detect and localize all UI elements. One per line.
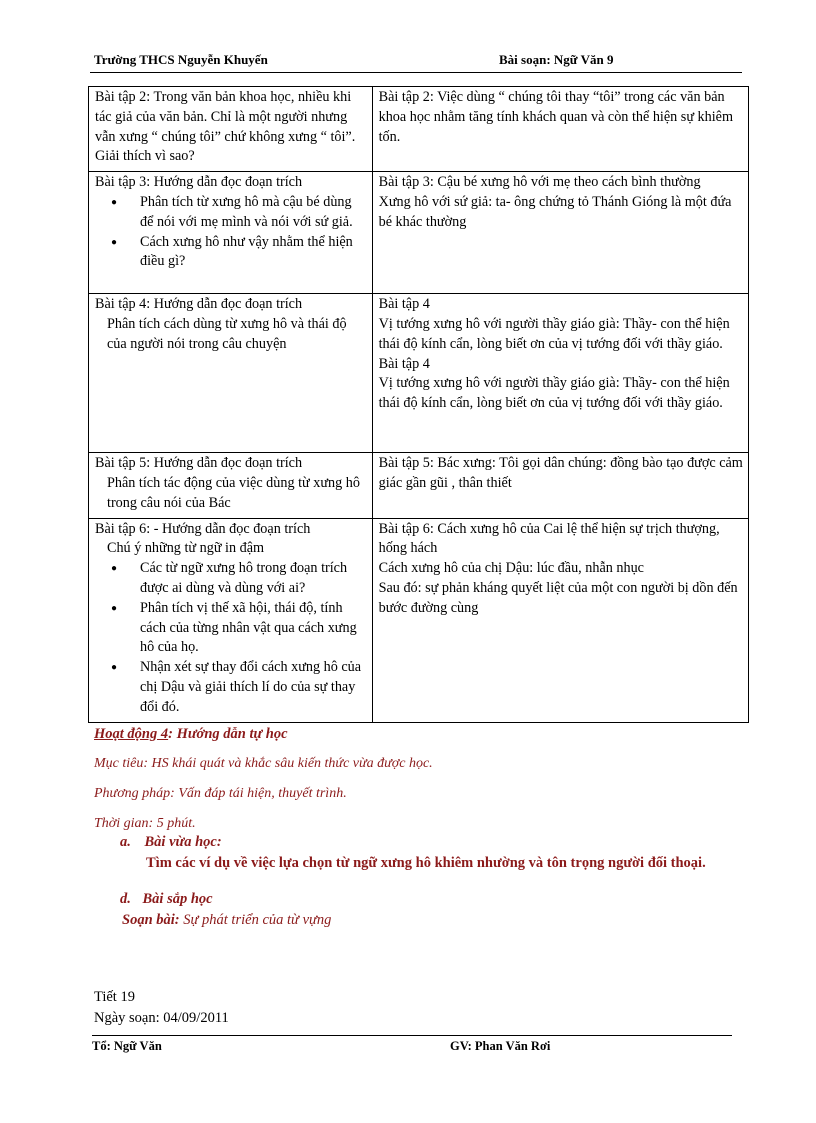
list-item: ● Phân tích vị thế xã hội, thái độ, tính cách của từng nhân vật qua cách xưng hô của họ. — [140, 599, 367, 658]
answer-text: Bài tập 4 — [378, 355, 430, 372]
answer-cell — [372, 518, 748, 722]
prep-text: Sự phát triển của từ vựng — [179, 912, 332, 928]
answer-text: Bài tập 4 — [378, 296, 430, 313]
previous-lesson-task: Tìm các ví dụ về việc lựa chọn từ ngữ xưng hô khiêm nhường và tôn trọng người đối thoại. — [146, 855, 706, 871]
question-cell — [89, 518, 373, 722]
question-text: Bài tập 2: Trong văn bản khoa học, nhiều khi tác giả của văn bản. Chỉ là một người nhưng vẫn xưng “ chúng tôi” chứ không xưng “ tôi”. Giải thích vì sao? — [95, 89, 356, 165]
answer-cell — [372, 453, 748, 518]
answer-text: Vị tướng xưng hô với người thầy giáo già: Thầy- con thể hiện thái độ kính cẩn, lòng biết ơn của vị tướng đối với thầy giáo. — [378, 375, 730, 412]
lesson-period: Tiết 19 — [94, 989, 135, 1005]
answer-text: Bài tập 6: Cách xưng hô của Cai lệ thể hiện sự trịch thượng, hống hách — [378, 520, 720, 557]
prep-label: Soạn bài: — [122, 912, 180, 928]
bullet-list — [95, 559, 367, 717]
answer-text: Xưng hô với sứ giả: ta- ông chứng tỏ Thánh Gióng là một đứa bé khác thường — [378, 193, 732, 230]
previous-lesson-title: Bài vừa học: — [144, 834, 222, 850]
question-title: Bài tập 4: Hướng dẫn đọc đoạn trích — [95, 296, 303, 313]
exercise-table — [88, 86, 749, 723]
table-row — [89, 518, 749, 722]
footer-teacher: GV: Phan Văn Rơi — [450, 1039, 551, 1053]
list-item: ● Phân tích từ xưng hô mà cậu bé dùng để nói với mẹ mình và nói với sứ giả. — [140, 193, 367, 233]
question-cell — [89, 87, 373, 172]
table-row — [89, 87, 749, 172]
table-row — [89, 453, 749, 518]
page-header — [90, 52, 742, 73]
next-lesson-heading — [120, 891, 213, 908]
previous-lesson-heading — [120, 834, 222, 851]
table-row — [89, 294, 749, 453]
answer-text: Cách xưng hô của chị Dậu: lúc đầu, nhẫn nhục — [378, 560, 644, 577]
question-title: Bài tập 6: - Hướng dẫn đọc đoạn trích — [95, 520, 311, 537]
question-text: Phân tích tác động của việc dùng từ xưng hô trong câu nói của Bác — [107, 474, 360, 511]
question-cell — [89, 294, 373, 453]
question-cell — [89, 172, 373, 294]
list-item: ● Các từ ngữ xưng hô trong đoạn trích được ai dùng và dùng với ai? — [140, 559, 367, 599]
question-text: Phân tích cách dùng từ xưng hô và thái độ của người nói trong câu chuyện — [107, 315, 347, 352]
activity-heading — [94, 726, 288, 743]
activity-goal: Mục tiêu: HS khái quát và khắc sâu kiến thức vừa được học. — [94, 756, 433, 771]
answer-cell — [372, 294, 748, 453]
item-marker: a. — [120, 834, 131, 850]
school-name: Trường THCS Nguyễn Khuyến — [94, 52, 268, 67]
answer-text: Sau đó: sự phản kháng quyết liệt của một con người bị dồn đến bước đường cùng — [378, 579, 738, 616]
subject-title: Bài soạn: Ngữ Văn 9 — [499, 52, 614, 67]
question-title: Bài tập 3: Hướng dẫn đọc đoạn trích — [95, 174, 303, 191]
question-text: Chú ý những từ ngữ in đậm — [107, 540, 265, 557]
activity-title: Hoạt động 4 — [94, 726, 169, 742]
answer-text: Bài tập 3: Cậu bé xưng hô với mẹ theo cách bình thường — [378, 174, 701, 191]
footer-group: Tổ: Ngữ Văn — [92, 1039, 162, 1053]
activity-title-rest: : Hướng dẫn tự học — [168, 726, 288, 742]
answer-text: Bài tập 5: Bác xưng: Tôi gọi dân chúng: đồng bào tạo được cảm giác gần gũi , thân thiết — [378, 455, 743, 491]
activity-method: Phương pháp: Vấn đáp tái hiện, thuyết trình. — [94, 786, 347, 801]
table-row — [89, 172, 749, 294]
next-lesson-prep — [122, 912, 331, 929]
list-item: ● Cách xưng hô như vậy nhằm thể hiện điều gì? — [140, 233, 367, 273]
page-footer — [92, 1035, 732, 1054]
list-item: ● Nhận xét sự thay đổi cách xưng hô của chị Dậu và giải thích lí do của sự thay đổi đó. — [140, 658, 367, 717]
answer-text: Vị tướng xưng hô với người thầy giáo già: Thầy- con thể hiện thái độ kính cẩn, lòng biết ơn của vị tướng đối với thầy giáo. — [378, 315, 730, 352]
answer-cell — [372, 172, 748, 294]
lesson-date: Ngày soạn: 04/09/2011 — [94, 1010, 229, 1026]
answer-text: Bài tập 2: Việc dùng “ chúng tôi thay “tôi” trong các văn bản khoa học nhằm tăng tính khách quan và còn thể hiện sự khiêm tốn. — [378, 89, 734, 145]
next-lesson-title: Bài sắp học — [142, 891, 213, 907]
item-marker: d. — [120, 891, 131, 907]
question-title: Bài tập 5: Hướng dẫn đọc đoạn trích — [95, 455, 303, 472]
question-cell — [89, 453, 373, 518]
activity-time: Thời gian: 5 phút. — [94, 816, 196, 831]
bullet-list — [95, 193, 367, 272]
answer-cell — [372, 87, 748, 172]
